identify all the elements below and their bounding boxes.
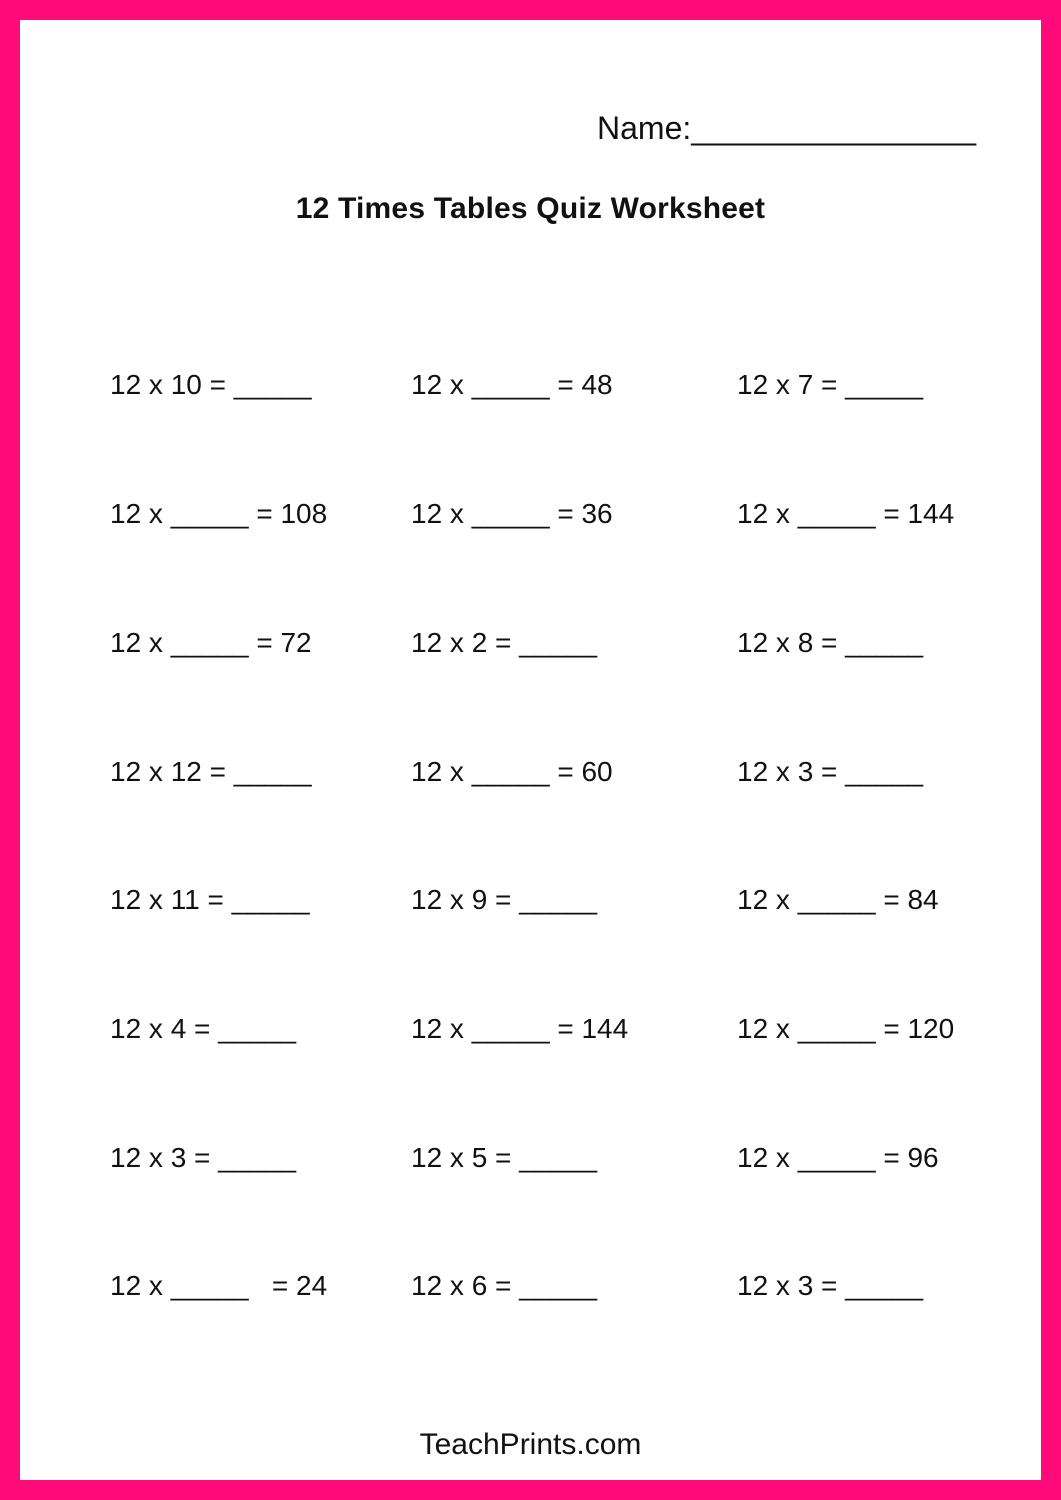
- problem-r8-c1[interactable]: 12 x _____ = 24: [110, 1270, 328, 1301]
- problem-r1-c1[interactable]: 12 x 10 = _____: [110, 369, 312, 400]
- problem-r3-c2[interactable]: 12 x 2 = _____: [411, 627, 598, 658]
- problem-r6-c2[interactable]: 12 x _____ = 144: [411, 1013, 629, 1044]
- problem-r5-c3[interactable]: 12 x _____ = 84: [737, 884, 939, 915]
- problem-r1-c2[interactable]: 12 x _____ = 48: [411, 369, 613, 400]
- worksheet-page: [20, 20, 1041, 1480]
- site-brand: TeachPrints.com: [419, 1428, 642, 1461]
- problem-r4-c2[interactable]: 12 x _____ = 60: [411, 756, 613, 787]
- problem-r7-c3[interactable]: 12 x _____ = 96: [737, 1142, 939, 1173]
- problem-r6-c1[interactable]: 12 x 4 = _____: [110, 1013, 297, 1044]
- problem-r4-c1[interactable]: 12 x 12 = _____: [110, 756, 312, 787]
- problem-r1-c3[interactable]: 12 x 7 = _____: [737, 369, 924, 400]
- problem-r3-c1[interactable]: 12 x _____ = 72: [110, 627, 312, 658]
- problem-r8-c2[interactable]: 12 x 6 = _____: [411, 1270, 598, 1301]
- problem-r2-c3[interactable]: 12 x _____ = 144: [737, 498, 955, 529]
- worksheet-title: 12 Times Tables Quiz Worksheet: [295, 192, 766, 225]
- problem-r2-c2[interactable]: 12 x _____ = 36: [411, 498, 613, 529]
- name-field[interactable]: Name:________________: [597, 110, 976, 146]
- problem-r5-c1[interactable]: 12 x 11 = _____: [110, 884, 310, 915]
- problem-r2-c1[interactable]: 12 x _____ = 108: [110, 498, 328, 529]
- problem-r7-c1[interactable]: 12 x 3 = _____: [110, 1142, 297, 1173]
- problem-r5-c2[interactable]: 12 x 9 = _____: [411, 884, 598, 915]
- problem-r6-c3[interactable]: 12 x _____ = 120: [737, 1013, 955, 1044]
- problem-r3-c3[interactable]: 12 x 8 = _____: [737, 627, 924, 658]
- problem-r4-c3[interactable]: 12 x 3 = _____: [737, 756, 924, 787]
- problem-r7-c2[interactable]: 12 x 5 = _____: [411, 1142, 598, 1173]
- problem-r8-c3[interactable]: 12 x 3 = _____: [737, 1270, 924, 1301]
